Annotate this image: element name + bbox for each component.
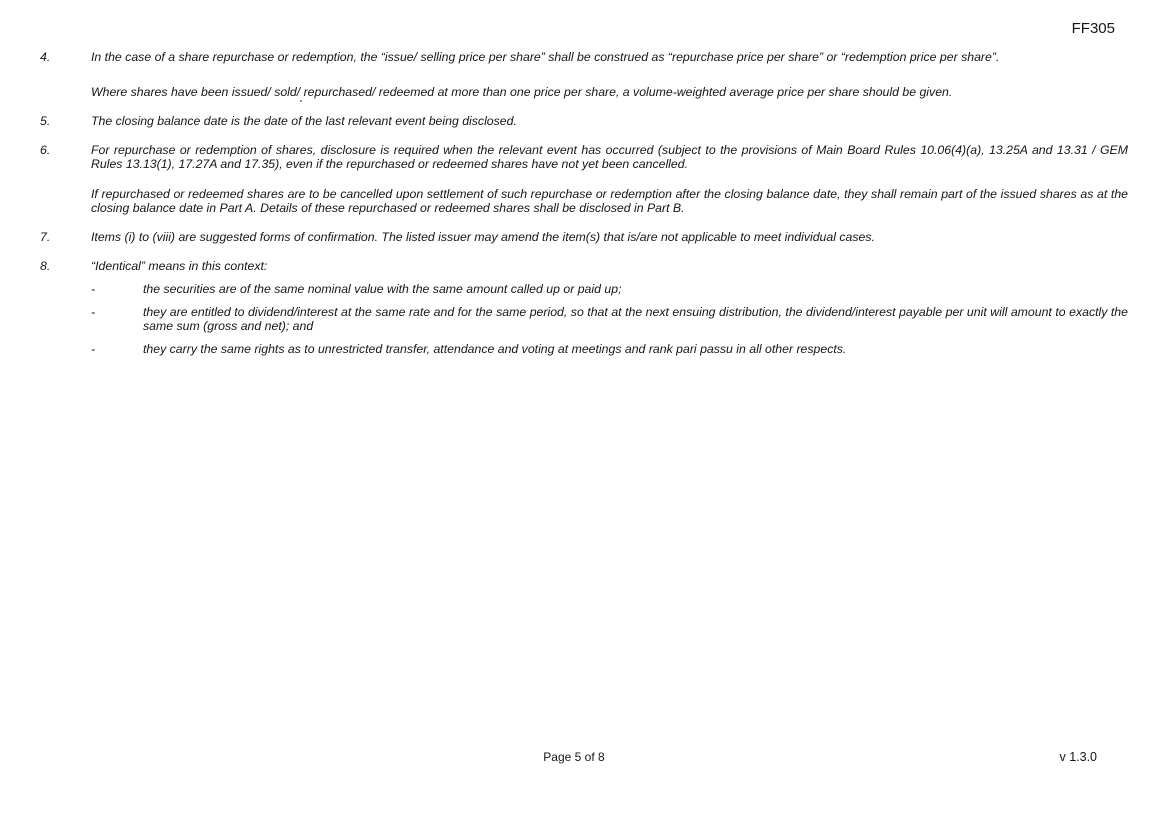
note-item-7 [40,230,1128,244]
bullet-item [91,282,1128,296]
note-body [91,143,1128,215]
note-item-5 [40,114,1128,128]
note-number: 6. [40,143,51,157]
note-body [91,259,1128,356]
note-number: 5. [40,114,51,128]
note-body [91,50,1128,99]
note-paragraph: The closing balance date is the date of the last relevant event being disclosed. [91,114,517,128]
page-number: Page 5 of 8 [543,750,605,764]
note-item-8 [40,259,1128,356]
dash-marker: - [91,282,96,296]
bullet-text: the securities are of the same nominal value with the same amount called up or paid up; [143,282,622,296]
note-paragraph: In the case of a share repurchase or redemption, the “issue/ selling price per share” shall be construed as “repurchase price per share” or “redemption price per share”. [91,50,1000,64]
note-paragraph: Items (i) to (viii) are suggested forms of confirmation. The listed issuer may amend the item(s) that is/are not applicable to meet individual cases. [91,230,875,244]
version-label: v 1.3.0 [1059,750,1097,764]
bullet-text: they carry the same rights as to unrestricted transfer, attendance and voting at meetings and rank pari passu in all other respects. [143,342,847,356]
stray-ink-dot [300,100,302,102]
note-item-4 [40,50,1128,99]
note-number: 8. [40,259,51,273]
note-number: 4. [40,50,51,64]
note-body [91,230,1128,244]
dash-marker: - [91,342,96,356]
note-paragraph: For repurchase or redemption of shares, disclosure is required when the relevant event has occurred (subject to the provisions of Main Board Rules 10.06(4)(a), 13.25A and 13.31 / GEM Rules 13.13(1), 17.27A and 17.35), even if the repurchased or redeemed shares have not yet been cancelled. [91,143,1128,171]
note-item-6 [40,143,1128,215]
dash-marker: - [91,305,96,319]
form-code-label: FF305 [1071,20,1115,37]
note-body [91,114,1128,128]
note-paragraph: Where shares have been issued/ sold/ repurchased/ redeemed at more than one price per share, a volume-weighted average price per share should be given. [91,85,953,99]
note-number: 7. [40,230,51,244]
notes-list [40,50,1128,356]
bullet-text: they are entitled to dividend/interest at the same rate and for the same period, so that at the next ensuing distribution, the dividend/interest payable per unit will amount to exactly the same sum (gross and net); and [143,305,1128,333]
bullet-item [91,342,1128,356]
note-intro: “Identical” means in this context: [91,259,268,273]
note-paragraph: If repurchased or redeemed shares are to be cancelled upon settlement of such repurchase or redemption after the closing balance date, they shall remain part of the issued shares as at the closing balance date in Part A. Details of these repurchased or redeemed shares shall be disclosed in Part B. [91,187,1128,215]
bullet-item [91,305,1128,333]
